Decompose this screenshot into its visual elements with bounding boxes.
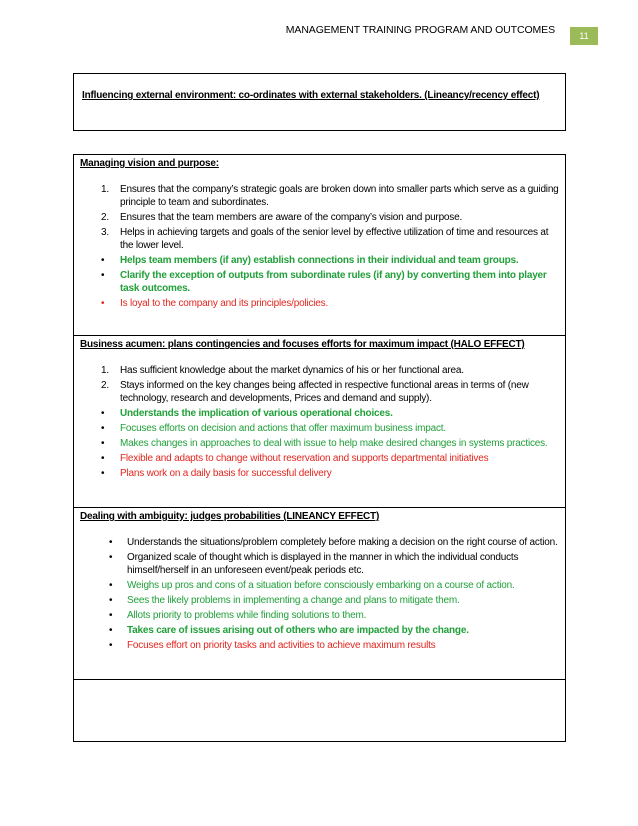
list-item: 2. Stays informed on the key changes being affected in respective functional areas in terms of (new technology, research and developments, Prices and demand and supply). <box>101 380 529 404</box>
list-item: 1. Ensures that the company’s strategic goals are broken down into smaller parts which serve as a guiding principle to team and subordinates. <box>101 184 559 208</box>
list-item: • Is loyal to the company and its principles/policies. <box>101 298 329 309</box>
list-item: • Flexible and adapts to change without reservation and supports departmental initiatives <box>101 453 489 464</box>
list-item: 2. Ensures that the team members are aware of the company’s vision and purpose. <box>101 212 463 223</box>
section-vision-purpose <box>74 155 565 336</box>
external-environment-box <box>73 73 566 131</box>
list-item: • Focuses effort on priority tasks and activities to achieve maximum results <box>109 640 436 651</box>
section-heading: Dealing with ambiguity: judges probabilities (LINEANCY EFFECT) <box>80 511 380 522</box>
list-item: • Allots priority to problems while finding solutions to them. <box>109 610 367 621</box>
list-item: • Takes care of issues arising out of others who are impacted by the change. <box>109 625 469 636</box>
list-item: • Organized scale of thought which is displayed in the manner in which the individual conducts himself/herself in an unforeseen event/peak periods etc. <box>109 552 519 576</box>
list-item: • Sees the likely problems in implementing a change and plans to mitigate them. <box>109 595 460 606</box>
list-item: • Understands the implication of various operational choices. <box>101 408 393 419</box>
list-item: • Clarify the exception of outputs from subordinate rules (if any) by converting them into player task outcomes. <box>101 270 547 294</box>
list-item: • Plans work on a daily basis for successful delivery <box>101 468 332 479</box>
section-list <box>80 536 559 652</box>
list-item: 3. Helps in achieving targets and goals of the senior level by effective utilization of time and resources at the lower level. <box>101 227 549 251</box>
list-item: 1. Has sufficient knowledge about the market dynamics of his or her functional area. <box>101 365 464 376</box>
section-list <box>80 183 559 310</box>
section-list <box>80 364 559 480</box>
external-environment-heading: Influencing external environment: co-ordinates with external stakeholders. (Lineancy/recency effect) <box>82 90 540 101</box>
list-item: • Makes changes in approaches to deal with issue to help make desired changes in systems practices. <box>101 438 548 449</box>
section-business-acumen <box>74 336 565 508</box>
list-item: • Helps team members (if any) establish connections in their individual and team groups. <box>101 255 519 266</box>
section-heading: Business acumen: plans contingencies and focuses efforts for maximum impact (HALO EFFECT) <box>80 339 525 350</box>
list-item: • Focuses efforts on decision and actions that offer maximum business impact. <box>101 423 446 434</box>
list-item: • Weighs up pros and cons of a situation before consciously embarking on a course of action. <box>109 580 515 591</box>
section-empty <box>74 680 565 741</box>
section-heading: Managing vision and purpose: <box>80 158 219 169</box>
competency-table <box>73 154 566 742</box>
page-number-badge: 11 <box>570 27 598 45</box>
section-dealing-ambiguity <box>74 508 565 680</box>
page-header-title: MANAGEMENT TRAINING PROGRAM AND OUTCOMES <box>285 24 555 36</box>
list-item: • Understands the situations/problem completely before making a decision on the right course of action. <box>109 537 558 548</box>
